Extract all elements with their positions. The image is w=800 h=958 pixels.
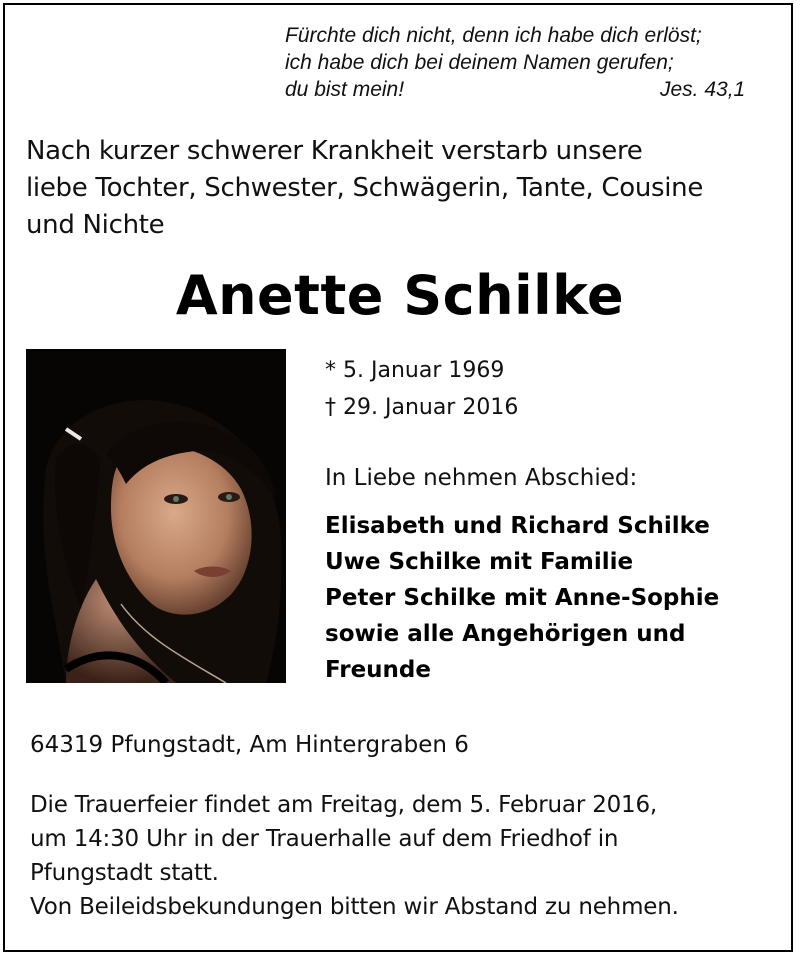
- intro-line-1: Nach kurzer schwerer Krankheit verstarb unsere: [26, 136, 643, 166]
- mourner-line: Peter Schilke mit Anne-Sophie: [325, 585, 720, 611]
- quote-line-1: Fürchte dich nicht, denn ich habe dich erlöst;: [285, 24, 702, 47]
- intro-text: [26, 133, 786, 244]
- service-line-2: um 14:30 Uhr in der Trauerhalle auf dem Friedhof in: [30, 826, 619, 852]
- mourner-line: sowie alle Angehörigen und: [325, 621, 686, 647]
- quote-reference: Jes. 43,1: [660, 78, 746, 101]
- quote-line-3-row: [285, 76, 775, 103]
- mourner-line: Freunde: [325, 657, 431, 683]
- birth-date: * 5. Januar 1969: [325, 358, 505, 383]
- portrait-photo: [26, 349, 286, 683]
- service-line-1: Die Trauerfeier findet am Freitag, dem 5. Februar 2016,: [30, 792, 658, 818]
- death-date: † 29. Januar 2016: [325, 395, 519, 420]
- quote-line-2: ich habe dich bei deinem Namen gerufen;: [285, 51, 674, 74]
- mourner-line: Elisabeth und Richard Schilke: [325, 513, 710, 539]
- intro-line-3: und Nichte: [26, 210, 165, 240]
- intro-line-2: liebe Tochter, Schwester, Schwägerin, Tante, Cousine: [26, 173, 704, 203]
- service-line-4: Von Beileidsbekundungen bitten wir Abstand zu nehmen.: [30, 894, 679, 920]
- address: 64319 Pfungstadt, Am Hintergraben 6: [30, 732, 469, 758]
- farewell-heading: In Liebe nehmen Abschied:: [325, 465, 638, 491]
- quote-line-3: du bist mein!: [285, 78, 405, 101]
- service-line-3: Pfungstadt statt.: [30, 860, 219, 886]
- deceased-name: Anette Schilke: [175, 264, 625, 327]
- mourner-line: Uwe Schilke mit Familie: [325, 549, 634, 575]
- bible-quote: [285, 22, 775, 103]
- funeral-service-info: [30, 788, 790, 924]
- life-dates: [325, 352, 518, 426]
- mourners-list: [325, 508, 719, 688]
